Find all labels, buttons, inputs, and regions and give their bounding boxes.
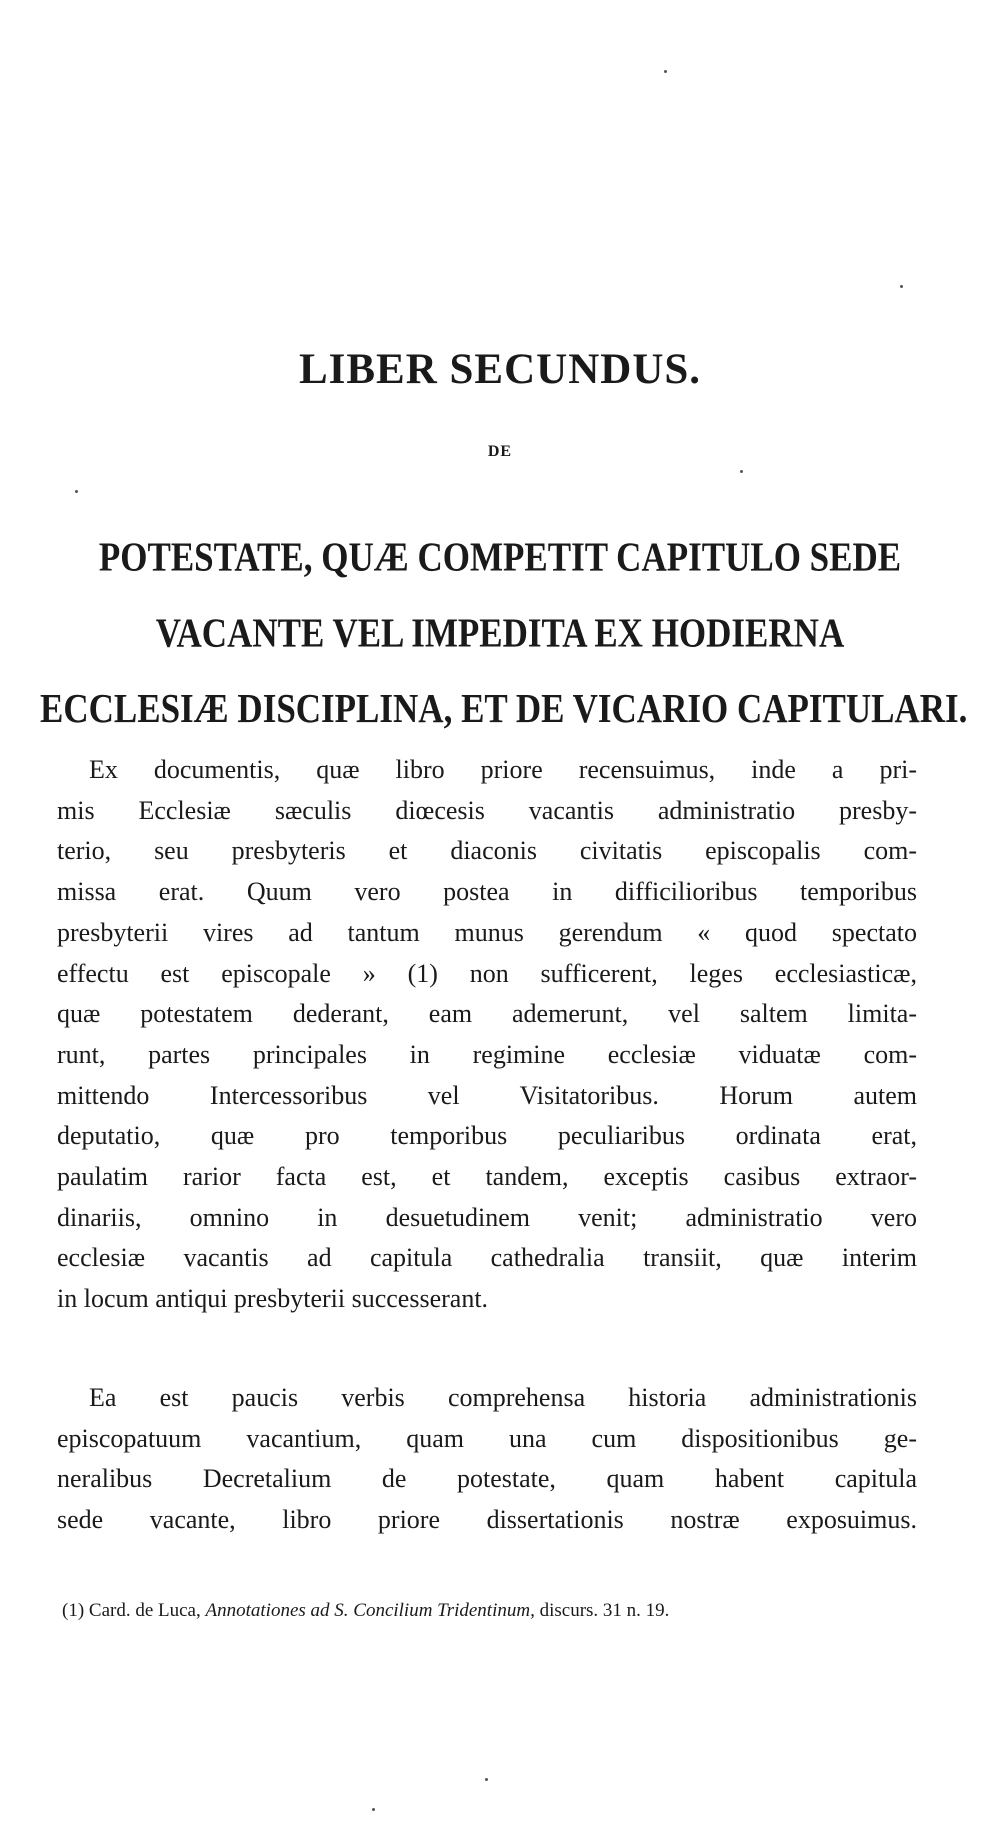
text-line: in locum antiqui presbyterii successerant. xyxy=(57,1284,489,1314)
de-label: DE xyxy=(487,443,513,460)
scan-speck xyxy=(485,1778,488,1781)
text-line: Ea est paucis verbis comprehensa historia administrationis xyxy=(89,1383,917,1412)
subtitle-line: VACANTE VEL IMPEDITA EX HODIERNA xyxy=(155,609,845,656)
scan-speck xyxy=(372,1808,375,1811)
text-line: effectu est episcopale » (1) non sufficerent, leges ecclesiasticæ, xyxy=(57,958,917,988)
chapter-subtitle xyxy=(40,520,968,747)
text-line: neralibus Decretalium de potestate, quam habent capitula xyxy=(57,1464,917,1494)
scan-speck xyxy=(740,470,743,473)
book-title: LIBER SECUNDUS. xyxy=(298,346,702,393)
subtitle-line: ECCLESIÆ DISCIPLINA, ET DE VICARIO CAPITULARI. xyxy=(40,685,968,732)
text-line: mis Ecclesiæ sæculis diœcesis vacantis administratio presby- xyxy=(57,795,917,825)
footnote-reference: discurs. 31 n. 19. xyxy=(539,1600,670,1621)
text-line: quæ potestatem dederant, eam ademerunt, vel saltem limita- xyxy=(57,999,917,1029)
text-line: sede vacante, libro priore dissertationis nostræ exposuimus. xyxy=(57,1505,917,1535)
footnote xyxy=(62,1600,922,1622)
footnote-work: Annotationes ad S. Concilium Tridentinum, xyxy=(205,1600,535,1621)
text-line: Ex documentis, quæ libro priore recensuimus, inde a pri- xyxy=(89,755,917,784)
text-line: episcopatuum vacantium, quam una cum dispositionibus ge- xyxy=(57,1423,917,1453)
text-line: runt, partes principales in regimine ecclesiæ viduatæ com- xyxy=(57,1039,917,1069)
scan-speck xyxy=(664,70,667,73)
scan-speck xyxy=(75,490,78,493)
text-line: terio, seu presbyteris et diaconis civitatis episcopalis com- xyxy=(57,836,917,866)
paragraph-2 xyxy=(57,1378,917,1541)
text-line: mittendo Intercessoribus vel Visitatoribus. Horum autem xyxy=(57,1080,917,1110)
paragraph-1 xyxy=(57,750,917,1320)
subtitle-line: POTESTATE, QUÆ COMPETIT CAPITULO SEDE xyxy=(98,534,902,581)
text-line: deputatio, quæ pro temporibus peculiaribus ordinata erat, xyxy=(57,1121,917,1151)
text-line: presbyterii vires ad tantum munus gerendum « quod spectato xyxy=(57,917,917,947)
text-line: paulatim rarior facta est, et tandem, exceptis casibus extraor- xyxy=(57,1162,917,1192)
footnote-marker: (1) xyxy=(62,1600,85,1621)
text-line: missa erat. Quum vero postea in difficilioribus temporibus xyxy=(57,877,917,907)
scan-speck xyxy=(900,285,903,288)
text-line: ecclesiæ vacantis ad capitula cathedralia transiit, quæ interim xyxy=(57,1243,917,1273)
text-line: dinariis, omnino in desuetudinem venit; administratio vero xyxy=(57,1202,917,1232)
footnote-author: Card. de Luca, xyxy=(88,1600,201,1621)
